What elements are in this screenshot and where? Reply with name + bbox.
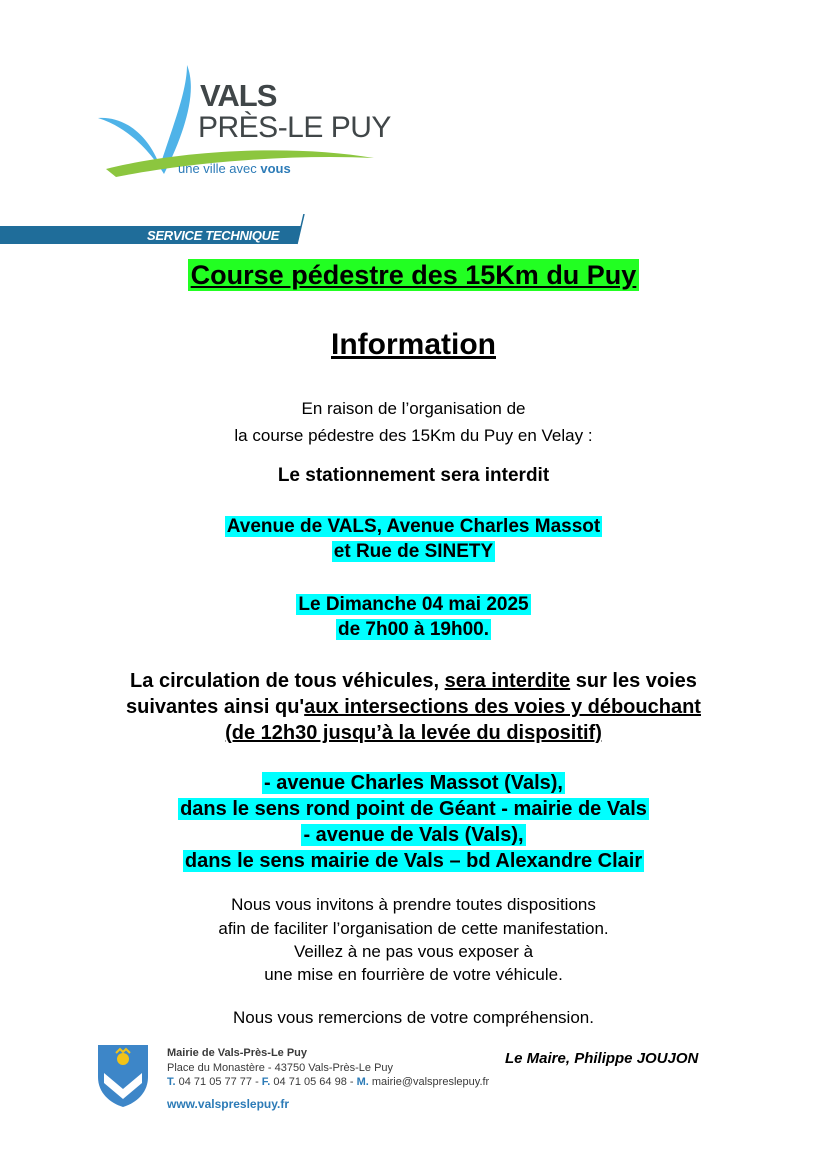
traffic-line-1: La circulation de tous véhicules, sera interdite sur les voies xyxy=(130,670,697,692)
route-line-3: - avenue de Vals (Vals), xyxy=(303,824,524,846)
intro-line-1: En raison de l’organisation de xyxy=(301,399,526,418)
mayor-signature: Le Maire, Philippe JOUJON xyxy=(505,1050,699,1067)
logo-tagline: une ville avec vous xyxy=(178,161,291,176)
footer-address: Place du Monastère - 43750 Vals-Près-Le Puy xyxy=(167,1062,394,1074)
service-label: SERVICE TECHNIQUE xyxy=(147,228,280,243)
route-line-4: dans le sens mairie de Vals – bd Alexandre Clair xyxy=(184,850,643,872)
logo-title-pres-le-puy: PRÈS-LE PUY xyxy=(198,111,391,144)
parking-heading: Le stationnement sera interdit xyxy=(277,465,550,486)
intro-line-2: la course pédestre des 15Km du Puy en Velay : xyxy=(234,426,593,445)
route-line-2: dans le sens rond point de Géant - mairie de Vals xyxy=(180,798,647,820)
parking-hours: de 7h00 à 19h00. xyxy=(337,619,490,640)
logo-title-vals: VALS xyxy=(200,78,277,113)
closing-line-1: Nous vous invitons à prendre toutes dispositions xyxy=(231,895,596,914)
closing-line-3: Veillez à ne pas vous exposer à xyxy=(293,942,534,961)
footer-town-name: Mairie de Vals-Près-Le Puy xyxy=(167,1047,308,1059)
page-title: Course pédestre des 15Km du Puy xyxy=(0,257,827,293)
thanks-line: Nous vous remercions de votre compréhension. xyxy=(233,1008,594,1027)
page-subtitle: Information xyxy=(331,328,496,361)
town-crest-icon xyxy=(96,1043,150,1109)
closing-line-2: afin de faciliter l’organisation de cette manifestation. xyxy=(218,919,609,938)
closing-line-4: une mise en fourrière de votre véhicule. xyxy=(264,965,563,984)
traffic-line-2: suivantes ainsi qu'aux intersections des voies y débouchant xyxy=(126,696,701,718)
route-line-1: - avenue Charles Massot (Vals), xyxy=(263,772,563,794)
traffic-line-3: (de 12h30 jusqu’à la levée du dispositif) xyxy=(225,722,602,744)
footer-contact: T. 04 71 05 77 77 - F. 04 71 05 64 98 - M. mairie@valspreslepuy.fr xyxy=(167,1076,490,1088)
parking-streets-2: et Rue de SINETY xyxy=(333,541,494,562)
parking-streets-1: Avenue de VALS, Avenue Charles Massot xyxy=(226,516,601,537)
footer-website-link[interactable]: www.valspreslepuy.fr xyxy=(167,1097,290,1111)
parking-date: Le Dimanche 04 mai 2025 xyxy=(298,594,529,615)
